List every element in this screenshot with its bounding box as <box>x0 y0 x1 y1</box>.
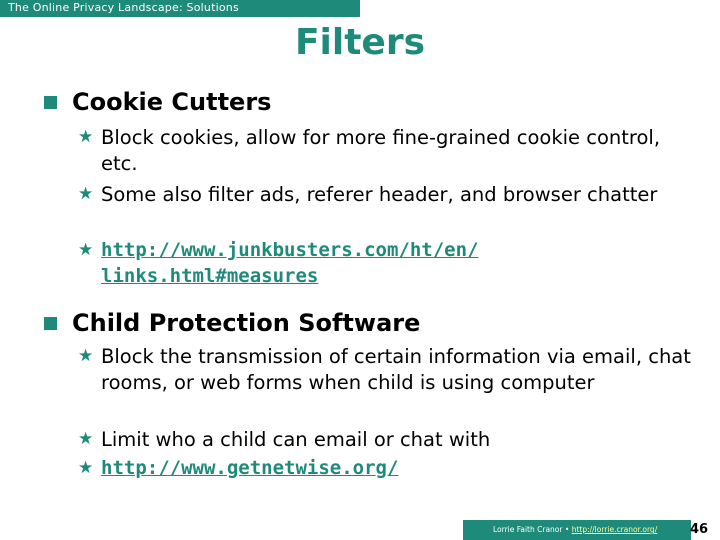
section-header-text: The Online Privacy Landscape: Solutions <box>8 1 239 14</box>
footer-bar <box>463 520 691 540</box>
getnetwise-link[interactable]: http://www.getnetwise.org/ <box>101 457 399 479</box>
square-bullet-icon <box>44 96 57 109</box>
section-heading: Child Protection Software <box>72 309 421 337</box>
star-bullet-icon: ★ <box>78 127 94 147</box>
section-heading: Cookie Cutters <box>72 88 272 116</box>
junkbusters-link[interactable]: http://www.junkbusters.com/ht/en/ links.html#measures <box>101 239 479 287</box>
slide-title: Filters <box>294 22 426 63</box>
list-item-text: Limit who a child can email or chat with <box>101 428 491 451</box>
footer-separator: • <box>564 525 570 534</box>
section-header-bar <box>0 0 360 17</box>
star-bullet-icon: ★ <box>78 240 94 260</box>
star-bullet-icon: ★ <box>78 346 94 366</box>
footer-url-link[interactable]: http://lorrie.cranor.org/ <box>571 525 658 534</box>
page-number: 46 <box>690 522 709 537</box>
square-bullet-icon <box>44 317 57 330</box>
list-item-text: Block cookies, allow for more fine-grained cookie control, etc. <box>101 126 661 175</box>
star-bullet-icon: ★ <box>78 458 94 478</box>
footer-author: Lorrie Faith Cranor <box>493 525 563 534</box>
star-bullet-icon: ★ <box>78 184 94 204</box>
footer-text <box>493 525 657 534</box>
list-item-text: Block the transmission of certain information via email, chat rooms, or web forms when child is using computer <box>101 345 691 394</box>
list-item-text: Some also filter ads, referer header, and browser chatter <box>101 183 658 206</box>
star-bullet-icon: ★ <box>78 429 94 449</box>
